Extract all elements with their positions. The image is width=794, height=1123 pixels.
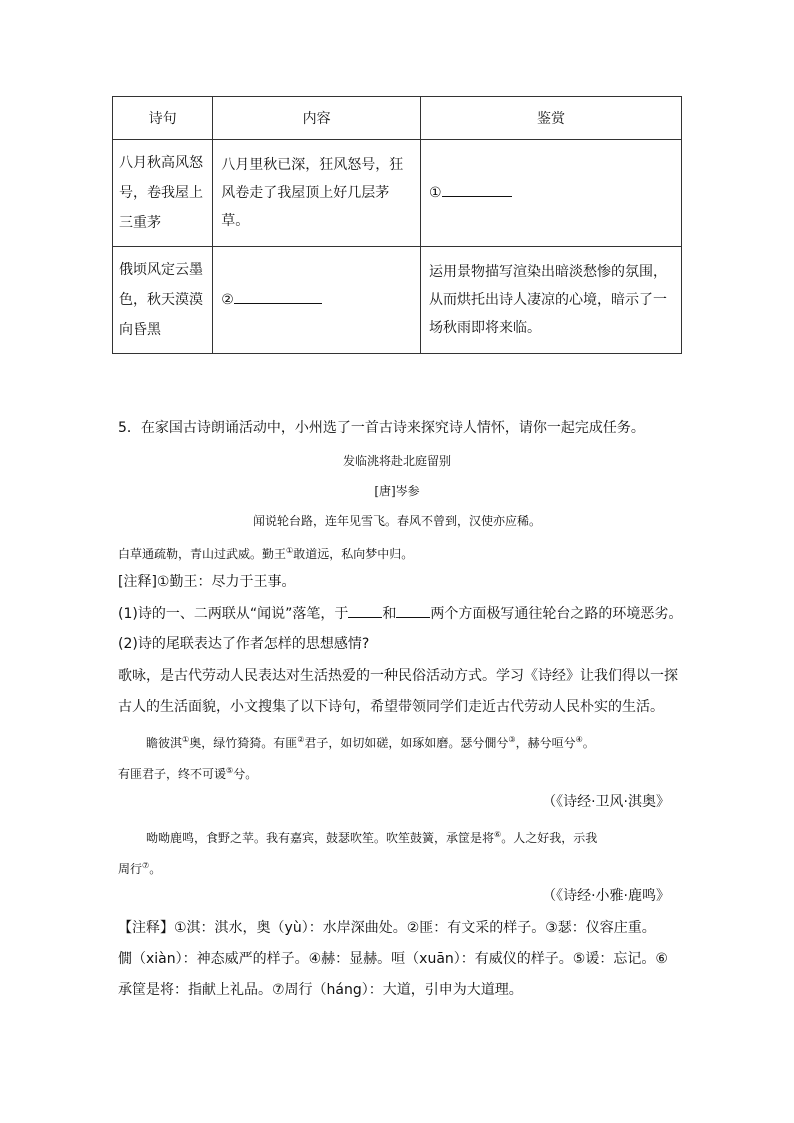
notes-line-1: 【注释】①淇：淇水，奥（yù）：水岸深曲处。②匪：有文采的样子。③瑟：仪容庄重。 xyxy=(118,920,656,936)
poem-line-1: 闻说轮台路，连年见雪飞。春风不曾到，汉使亦应稀。 xyxy=(252,514,541,528)
poem-line-2: 白草通疏勒，青山过武威。勤王①敢道远，私向梦中归。 xyxy=(118,546,414,561)
luming-line-2: 周行⑦。 xyxy=(118,861,162,876)
blank-number: ② xyxy=(221,292,234,308)
qiao-line-2: 有匪君子，终不可谖⑤兮。 xyxy=(118,766,258,781)
sub-question-2: (2)诗的尾联表达了作者怎样的思想感情? xyxy=(118,636,370,652)
source-luming: （《诗经·小雅·鹿鸣》 xyxy=(542,888,670,904)
header-verse: 诗句 xyxy=(113,97,213,140)
footnote-mark: ① xyxy=(286,546,294,555)
blank-number: ① xyxy=(429,185,442,201)
poem-note: [注释]①勤王：尽力于王事。 xyxy=(118,574,296,590)
table-row xyxy=(113,140,682,247)
qiao-line-1: 瞻彼淇①奥，绿竹猗猗。有匪②君子，如切如磋，如琢如磨。瑟兮僩兮③，赫兮咺兮④。 xyxy=(146,735,595,750)
poem-author: [唐]岑参 xyxy=(374,484,420,498)
question-5-intro: 5．在家国古诗朗诵活动中，小州选了一首古诗来探究诗人情怀，请你一起完成任务。 xyxy=(118,420,645,436)
shijing-intro-line-2: 古人的生活面貌，小文搜集了以下诗句，希望带领同学们走近古代劳动人民朴实的生活。 xyxy=(118,699,664,715)
appreciation-cell xyxy=(421,171,681,215)
content-cell: 八月里秋已深，狂风怒号，狂风卷走了我屋顶上好几层茅草。 xyxy=(221,157,404,229)
sub-question-1: (1)诗的一、二两联从“闻说”落笔，于 和 两个方面极写通往轮台之路的环境恶劣。 xyxy=(118,603,682,624)
header-content: 内容 xyxy=(213,97,421,140)
notes-line-3: 承筐是将：指献上礼品。⑦周行（háng）：大道，引申为大道理。 xyxy=(118,982,523,998)
appreciation-cell: 运用景物描写渲染出暗淡愁惨的氛围，从而烘托出诗人凄凉的心境，暗示了一场秋雨即将来临。 xyxy=(429,264,668,336)
content-cell xyxy=(213,278,420,322)
notes-line-2: 僩（xiàn）：神态威严的样子。④赫：显赫。咺（xuān）：有威仪的样子。⑤谖：忘记。⑥ xyxy=(118,951,668,967)
source-qiao: （《诗经·卫风·淇奥》 xyxy=(542,794,670,810)
header-appreciation: 鉴赏 xyxy=(421,97,682,140)
answer-blank[interactable] xyxy=(442,182,512,197)
answer-blank[interactable] xyxy=(348,603,382,618)
poem-analysis-table xyxy=(112,96,682,354)
luming-line-1: 呦呦鹿鸣，食野之苹。我有嘉宾，鼓瑟吹笙。吹笙鼓簧，承筐是将⑥。人之好我，示我 xyxy=(146,830,598,845)
table-row xyxy=(113,247,682,354)
answer-blank[interactable] xyxy=(396,603,430,618)
verse-cell: 俄顷风定云墨色，秋天漠漠向昏黑 xyxy=(119,262,203,338)
verse-cell: 八月秋高风怒号，卷我屋上三重茅 xyxy=(119,155,203,231)
shijing-intro-line-1: 歌咏，是古代劳动人民表达对生活热爱的一种民俗活动方式。学习《诗经》让我们得以一探 xyxy=(118,668,678,684)
poem-title: 发临洮将赴北庭留别 xyxy=(342,454,451,468)
answer-blank[interactable] xyxy=(234,289,322,304)
